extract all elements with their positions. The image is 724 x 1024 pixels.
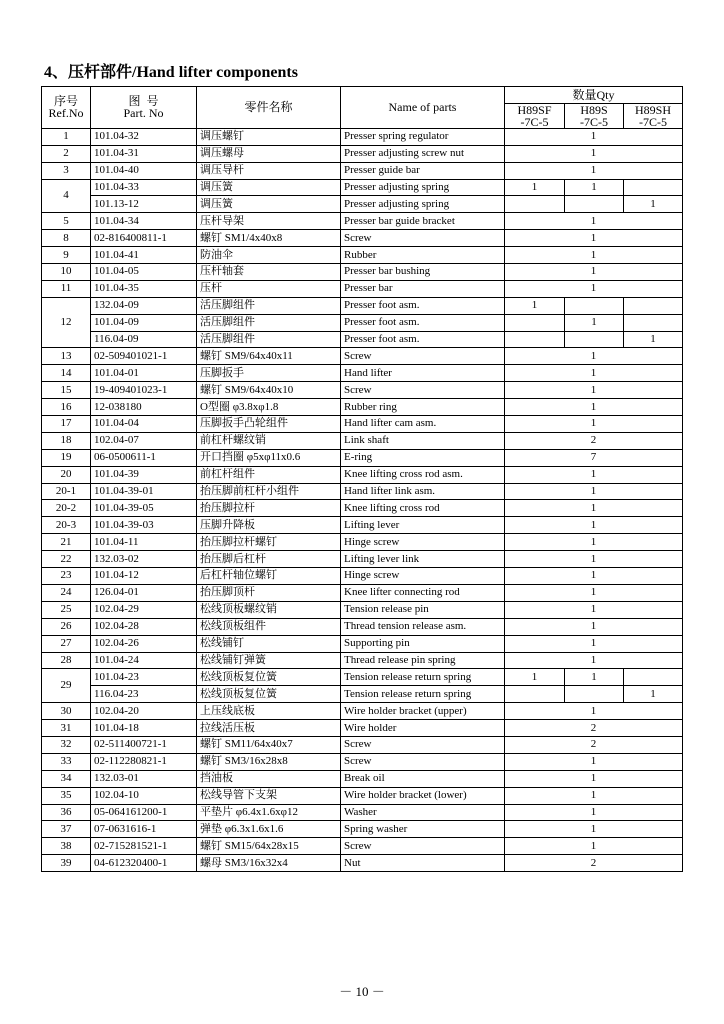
table-body (42, 128, 683, 871)
ref-cell: 21 (42, 534, 91, 551)
qty-cell: 1 (505, 770, 683, 787)
table-row (42, 449, 683, 466)
name-en-cell: Presser bar bushing (341, 264, 505, 281)
qty-cell (624, 669, 683, 686)
name-en-cell: Presser bar (341, 280, 505, 297)
name-cn-cell: 螺钉 SM9/64x40x11 (197, 348, 341, 365)
name-en-cell: Wire holder (341, 720, 505, 737)
name-en-cell: Spring washer (341, 821, 505, 838)
name-en-cell: Tension release return spring (341, 669, 505, 686)
part-header-en: Part. No (123, 106, 164, 121)
qty-cell (505, 314, 565, 331)
part-no-cell: 101.13-12 (91, 196, 197, 213)
qty-cell: 1 (505, 804, 683, 821)
model-header-line2: -7C-5 (639, 114, 668, 129)
ref-cell: 38 (42, 838, 91, 855)
part-no-cell: 102.04-20 (91, 703, 197, 720)
name-en-cell: Presser foot asm. (341, 331, 505, 348)
qty-cell (624, 179, 683, 196)
part-no-cell: 101.04-33 (91, 179, 197, 196)
part-no-cell: 02-509401021-1 (91, 348, 197, 365)
qty-cell: 1 (505, 230, 683, 247)
part-no-cell: 101.04-39-03 (91, 517, 197, 534)
model-header (505, 103, 565, 128)
table-row (42, 365, 683, 382)
part-no-cell: 101.04-39-05 (91, 500, 197, 517)
model-header-line1: H89SH (635, 103, 672, 117)
name-cn-cell: 上压线底板 (197, 703, 341, 720)
ref-cell: 20 (42, 466, 91, 483)
table-row (42, 348, 683, 365)
table-row (42, 264, 683, 281)
name-en-header: Name of parts (341, 87, 505, 129)
ref-cell: 20-1 (42, 483, 91, 500)
name-en-cell: Presser foot asm. (341, 314, 505, 331)
name-cn-cell: 螺钉 SM9/64x40x10 (197, 382, 341, 399)
ref-cell: 4 (42, 179, 91, 213)
part-header-cn: 图 号 (128, 94, 159, 109)
name-en-cell: Rubber (341, 247, 505, 264)
ref-cell: 2 (42, 145, 91, 162)
table-row (42, 331, 683, 348)
table-row (42, 466, 683, 483)
name-cn-cell: 螺钉 SM1/4x40x8 (197, 230, 341, 247)
table-row (42, 601, 683, 618)
part-no-cell: 116.04-23 (91, 686, 197, 703)
qty-cell: 1 (565, 314, 624, 331)
name-en-cell: Screw (341, 838, 505, 855)
name-en-cell: Screw (341, 382, 505, 399)
table-header (42, 87, 683, 129)
name-en-cell: Knee lifter connecting rod (341, 584, 505, 601)
part-no-cell: 101.04-09 (91, 314, 197, 331)
qty-cell (565, 331, 624, 348)
name-cn-cell: 螺钉 SM15/64x28x15 (197, 838, 341, 855)
name-en-cell: Presser foot asm. (341, 297, 505, 314)
name-cn-cell: 压脚扳手 (197, 365, 341, 382)
qty-cell: 1 (505, 838, 683, 855)
ref-header-cn: 序号 (53, 94, 78, 109)
table-row (42, 145, 683, 162)
part-no-cell: 02-511400721-1 (91, 736, 197, 753)
ref-cell: 12 (42, 297, 91, 348)
name-cn-cell: 开口挡圈 φ5xφ11x0.6 (197, 449, 341, 466)
ref-header (42, 87, 91, 129)
qty-cell: 1 (505, 179, 565, 196)
qty-header: 数量Qty (505, 87, 683, 104)
part-no-cell: 101.04-23 (91, 669, 197, 686)
table-row (42, 247, 683, 264)
name-cn-cell: 松线铺钉弹簧 (197, 652, 341, 669)
table-row (42, 196, 683, 213)
name-en-cell: Lifting lever link (341, 551, 505, 568)
table-row (42, 162, 683, 179)
name-cn-cell: 活压脚组件 (197, 314, 341, 331)
table-row (42, 703, 683, 720)
name-en-cell: Presser bar guide bracket (341, 213, 505, 230)
qty-cell: 1 (505, 483, 683, 500)
name-cn-cell: 弹垫 φ6.3x1.6x1.6 (197, 821, 341, 838)
part-no-cell: 02-816400811-1 (91, 230, 197, 247)
name-cn-cell: 螺钉 SM3/16x28x8 (197, 753, 341, 770)
name-cn-cell: 拉线活压板 (197, 720, 341, 737)
qty-cell (505, 331, 565, 348)
part-no-cell: 101.04-34 (91, 213, 197, 230)
name-en-cell: Tension release return spring (341, 686, 505, 703)
ref-cell: 35 (42, 787, 91, 804)
name-en-cell: Screw (341, 736, 505, 753)
part-no-cell: 132.04-09 (91, 297, 197, 314)
model-header-line2: -7C-5 (580, 114, 608, 129)
qty-cell: 1 (505, 247, 683, 264)
part-no-cell: 102.04-07 (91, 432, 197, 449)
name-en-cell: Presser spring regulator (341, 128, 505, 145)
qty-cell: 1 (505, 297, 565, 314)
table-row (42, 686, 683, 703)
qty-cell: 1 (505, 213, 683, 230)
name-cn-cell: 压脚升降板 (197, 517, 341, 534)
table-row (42, 635, 683, 652)
part-no-cell: 101.04-01 (91, 365, 197, 382)
name-cn-cell: 松线导管下支架 (197, 787, 341, 804)
ref-cell: 5 (42, 213, 91, 230)
ref-cell: 19 (42, 449, 91, 466)
part-no-cell: 132.03-01 (91, 770, 197, 787)
qty-cell: 1 (505, 280, 683, 297)
name-cn-cell: 压杆 (197, 280, 341, 297)
qty-cell: 1 (624, 196, 683, 213)
qty-cell: 1 (505, 145, 683, 162)
qty-cell: 1 (505, 568, 683, 585)
name-en-cell: Supporting pin (341, 635, 505, 652)
name-en-cell: Presser adjusting screw nut (341, 145, 505, 162)
qty-cell: 1 (505, 466, 683, 483)
name-en-cell: Knee lifting cross rod (341, 500, 505, 517)
part-no-cell: 02-112280821-1 (91, 753, 197, 770)
qty-cell: 1 (505, 264, 683, 281)
name-cn-cell: 压杆导架 (197, 213, 341, 230)
qty-cell: 1 (505, 635, 683, 652)
table-row (42, 855, 683, 872)
name-cn-cell: 前杠杆螺纹销 (197, 432, 341, 449)
name-cn-cell: O型圈 φ3.8xφ1.8 (197, 399, 341, 416)
ref-cell: 8 (42, 230, 91, 247)
table-row (42, 399, 683, 416)
name-en-cell: Thread tension release asm. (341, 618, 505, 635)
name-en-cell: Break oil (341, 770, 505, 787)
name-en-cell: Screw (341, 348, 505, 365)
name-cn-cell: 活压脚组件 (197, 297, 341, 314)
name-cn-cell: 压脚扳手凸轮组件 (197, 416, 341, 433)
qty-cell: 1 (505, 618, 683, 635)
qty-cell: 1 (505, 669, 565, 686)
part-no-cell: 101.04-39 (91, 466, 197, 483)
part-no-cell: 102.04-10 (91, 787, 197, 804)
part-no-cell: 102.04-26 (91, 635, 197, 652)
name-en-cell: Link shaft (341, 432, 505, 449)
name-en-cell: E-ring (341, 449, 505, 466)
part-no-cell: 101.04-40 (91, 162, 197, 179)
name-cn-header: 零件名称 (197, 87, 341, 129)
part-no-cell: 101.04-39-01 (91, 483, 197, 500)
qty-cell: 2 (505, 736, 683, 753)
name-en-cell: Hinge screw (341, 568, 505, 585)
name-en-cell: Washer (341, 804, 505, 821)
qty-cell: 1 (624, 331, 683, 348)
qty-cell: 2 (505, 720, 683, 737)
qty-cell: 1 (505, 500, 683, 517)
page-number: － 10 － (339, 984, 385, 999)
part-no-cell: 132.03-02 (91, 551, 197, 568)
part-no-cell: 101.04-11 (91, 534, 197, 551)
qty-cell: 1 (505, 753, 683, 770)
table-row (42, 753, 683, 770)
ref-cell: 39 (42, 855, 91, 872)
ref-cell: 25 (42, 601, 91, 618)
part-no-cell: 126.04-01 (91, 584, 197, 601)
ref-cell: 17 (42, 416, 91, 433)
name-en-cell: Presser guide bar (341, 162, 505, 179)
part-no-cell: 101.04-04 (91, 416, 197, 433)
name-en-cell: Lifting lever (341, 517, 505, 534)
part-no-cell: 101.04-05 (91, 264, 197, 281)
ref-cell: 3 (42, 162, 91, 179)
table-row (42, 618, 683, 635)
qty-cell: 1 (505, 382, 683, 399)
ref-cell: 24 (42, 584, 91, 601)
name-cn-cell: 抬压脚前杠杆小组件 (197, 483, 341, 500)
qty-cell: 1 (505, 534, 683, 551)
table-row (42, 534, 683, 551)
qty-cell: 1 (505, 162, 683, 179)
table-row (42, 314, 683, 331)
part-no-cell: 101.04-18 (91, 720, 197, 737)
name-cn-cell: 活压脚组件 (197, 331, 341, 348)
part-no-cell: 02-715281521-1 (91, 838, 197, 855)
ref-cell: 18 (42, 432, 91, 449)
parts-table (41, 86, 683, 872)
table-row (42, 179, 683, 196)
part-no-cell: 19-409401023-1 (91, 382, 197, 399)
part-no-cell: 102.04-28 (91, 618, 197, 635)
model-header (624, 103, 683, 128)
name-cn-cell: 前杠杆组件 (197, 466, 341, 483)
ref-cell: 16 (42, 399, 91, 416)
name-cn-cell: 抬压脚顶杆 (197, 584, 341, 601)
table-row (42, 416, 683, 433)
name-cn-cell: 松线顶板组件 (197, 618, 341, 635)
ref-cell: 32 (42, 736, 91, 753)
qty-cell: 1 (505, 787, 683, 804)
qty-cell: 1 (505, 416, 683, 433)
part-no-cell: 101.04-35 (91, 280, 197, 297)
ref-cell: 30 (42, 703, 91, 720)
part-no-cell: 07-0631616-1 (91, 821, 197, 838)
qty-cell: 1 (505, 551, 683, 568)
ref-cell: 10 (42, 264, 91, 281)
name-cn-cell: 压杆轴套 (197, 264, 341, 281)
table-row (42, 652, 683, 669)
qty-cell: 7 (505, 449, 683, 466)
part-no-cell: 101.04-12 (91, 568, 197, 585)
table-row (42, 230, 683, 247)
ref-cell: 20-3 (42, 517, 91, 534)
name-en-cell: Nut (341, 855, 505, 872)
qty-cell: 2 (505, 432, 683, 449)
name-cn-cell: 螺钉 SM11/64x40x7 (197, 736, 341, 753)
name-cn-cell: 调压簧 (197, 196, 341, 213)
table-row (42, 770, 683, 787)
table-row (42, 804, 683, 821)
name-en-cell: Hand lifter link asm. (341, 483, 505, 500)
part-header (91, 87, 197, 129)
table-row (42, 483, 683, 500)
part-no-cell: 06-0500611-1 (91, 449, 197, 466)
name-en-cell: Screw (341, 753, 505, 770)
ref-header-en: Ref.No (48, 106, 84, 121)
part-no-cell: 101.04-41 (91, 247, 197, 264)
qty-cell: 1 (505, 584, 683, 601)
ref-cell: 33 (42, 753, 91, 770)
qty-cell: 1 (505, 348, 683, 365)
ref-cell: 36 (42, 804, 91, 821)
ref-cell: 9 (42, 247, 91, 264)
name-en-cell: Tension release pin (341, 601, 505, 618)
ref-cell: 31 (42, 720, 91, 737)
ref-cell: 37 (42, 821, 91, 838)
qty-cell: 1 (505, 703, 683, 720)
ref-cell: 28 (42, 652, 91, 669)
table-row (42, 669, 683, 686)
name-cn-cell: 螺母 SM3/16x32x4 (197, 855, 341, 872)
name-cn-cell: 调压螺钉 (197, 128, 341, 145)
table-row (42, 720, 683, 737)
part-no-cell: 05-064161200-1 (91, 804, 197, 821)
name-cn-cell: 挡油板 (197, 770, 341, 787)
ref-cell: 29 (42, 669, 91, 703)
qty-cell (565, 196, 624, 213)
name-cn-cell: 抬压脚后杠杆 (197, 551, 341, 568)
name-en-cell: Wire holder bracket (upper) (341, 703, 505, 720)
qty-cell: 1 (624, 686, 683, 703)
name-cn-cell: 松线顶板复位簧 (197, 686, 341, 703)
name-en-cell: Hand lifter (341, 365, 505, 382)
table-row (42, 382, 683, 399)
qty-cell (565, 297, 624, 314)
table-row (42, 787, 683, 804)
qty-cell (505, 686, 565, 703)
table-row (42, 821, 683, 838)
table-row (42, 432, 683, 449)
part-no-cell: 12-038180 (91, 399, 197, 416)
qty-cell: 1 (505, 517, 683, 534)
name-cn-cell: 抬压脚拉杆 (197, 500, 341, 517)
table-row (42, 213, 683, 230)
qty-cell (624, 314, 683, 331)
name-en-cell: Hand lifter cam asm. (341, 416, 505, 433)
qty-cell: 1 (505, 365, 683, 382)
name-en-cell: Wire holder bracket (lower) (341, 787, 505, 804)
name-cn-cell: 抬压脚拉杆螺钉 (197, 534, 341, 551)
name-en-cell: Thread release pin spring (341, 652, 505, 669)
name-cn-cell: 松线顶板螺纹销 (197, 601, 341, 618)
qty-cell: 1 (505, 821, 683, 838)
ref-cell: 15 (42, 382, 91, 399)
name-cn-cell: 后杠杆轴位螺钉 (197, 568, 341, 585)
model-header-line1: H89SF (517, 103, 552, 117)
name-en-cell: Presser adjusting spring (341, 179, 505, 196)
name-cn-cell: 松线顶板复位簧 (197, 669, 341, 686)
qty-cell: 1 (565, 179, 624, 196)
qty-cell (624, 297, 683, 314)
part-no-cell: 116.04-09 (91, 331, 197, 348)
qty-cell: 1 (565, 669, 624, 686)
table-row (42, 584, 683, 601)
name-en-cell: Knee lifting cross rod asm. (341, 466, 505, 483)
ref-cell: 26 (42, 618, 91, 635)
name-en-cell: Screw (341, 230, 505, 247)
name-cn-cell: 平垫片 φ6.4x1.6xφ12 (197, 804, 341, 821)
name-cn-cell: 松线铺钉 (197, 635, 341, 652)
part-no-cell: 04-612320400-1 (91, 855, 197, 872)
table-row (42, 517, 683, 534)
qty-cell: 2 (505, 855, 683, 872)
table-row (42, 551, 683, 568)
table-row (42, 736, 683, 753)
ref-cell: 23 (42, 568, 91, 585)
name-cn-cell: 调压簧 (197, 179, 341, 196)
table-row (42, 297, 683, 314)
part-no-cell: 101.04-32 (91, 128, 197, 145)
part-no-cell: 101.04-31 (91, 145, 197, 162)
table-row (42, 128, 683, 145)
part-no-cell: 102.04-29 (91, 601, 197, 618)
name-en-cell: Presser adjusting spring (341, 196, 505, 213)
qty-cell: 1 (505, 399, 683, 416)
qty-cell: 1 (505, 601, 683, 618)
name-cn-cell: 调压螺母 (197, 145, 341, 162)
name-cn-cell: 调压导杆 (197, 162, 341, 179)
table-row (42, 838, 683, 855)
ref-cell: 11 (42, 280, 91, 297)
model-header (565, 103, 624, 128)
qty-cell (505, 196, 565, 213)
part-no-cell: 101.04-24 (91, 652, 197, 669)
ref-cell: 22 (42, 551, 91, 568)
ref-cell: 27 (42, 635, 91, 652)
model-header-line1: H89S (580, 103, 608, 117)
name-en-cell: Hinge screw (341, 534, 505, 551)
ref-cell: 20-2 (42, 500, 91, 517)
ref-cell: 13 (42, 348, 91, 365)
ref-cell: 14 (42, 365, 91, 382)
table-row (42, 500, 683, 517)
name-cn-cell: 防油伞 (197, 247, 341, 264)
qty-cell: 1 (505, 652, 683, 669)
table-row (42, 280, 683, 297)
ref-cell: 34 (42, 770, 91, 787)
ref-cell: 1 (42, 128, 91, 145)
qty-cell: 1 (505, 128, 683, 145)
model-header-line2: -7C-5 (520, 114, 549, 129)
page-title: 4、压杆部件/Hand lifter components (44, 64, 298, 81)
name-en-cell: Rubber ring (341, 399, 505, 416)
qty-cell (565, 686, 624, 703)
table-row (42, 568, 683, 585)
